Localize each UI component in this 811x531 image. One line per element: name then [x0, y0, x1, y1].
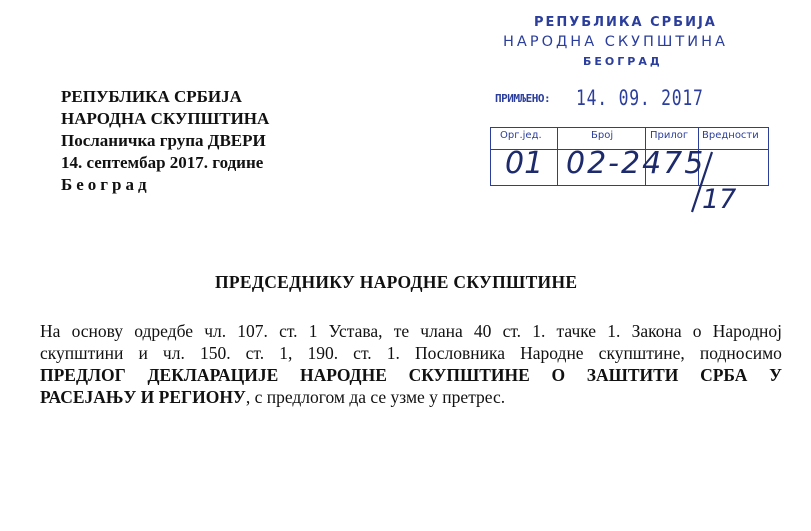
body-word: тачке — [556, 321, 597, 341]
stamp-assembly: НАРОДНА СКУПШТИНА — [503, 34, 728, 50]
body-word: 1, — [279, 343, 293, 363]
body-line-1 — [40, 320, 782, 342]
body-word: ст. — [279, 321, 298, 341]
body-word: Народној — [712, 321, 782, 341]
stamp-col-org-label: Орг.јед. — [500, 130, 542, 141]
body-word: Устава, — [328, 321, 383, 341]
body-word: о — [692, 321, 702, 341]
body-paragraph — [40, 320, 782, 408]
sender-assembly: НАРОДНА СКУПШТИНА — [61, 109, 270, 128]
body-word: и — [138, 343, 148, 363]
body-word: 1 — [308, 321, 318, 341]
stamp-col-attachment-label: Прилог — [650, 130, 689, 141]
body-word: основу — [71, 321, 124, 341]
handwritten-year: 17 — [702, 184, 737, 215]
stamp-col-values-label: Вредности — [702, 130, 759, 141]
body-word: У — [769, 365, 782, 385]
body-word: члана — [420, 321, 463, 341]
body-word: 107. — [237, 321, 268, 341]
body-line-3 — [40, 364, 782, 386]
body-word: ПРЕДЛОГ — [40, 365, 126, 385]
body-word: 1. — [532, 321, 546, 341]
body-word: Пословника — [414, 343, 506, 363]
body-word: ЗАШТИТИ — [586, 365, 679, 385]
body-word: Народне — [520, 343, 584, 363]
body-word: О — [551, 365, 566, 385]
handwritten-org-unit: 01 — [505, 146, 544, 181]
sender-date: 14. септембар 2017. године — [61, 153, 264, 172]
body-line-4 — [40, 386, 782, 408]
handwritten-registry-number: 02-2475 — [566, 146, 706, 181]
body-word: одредбе — [134, 321, 194, 341]
body-word: 150. — [199, 343, 231, 363]
body-word: 1. — [386, 343, 400, 363]
stamp-republic: РЕПУБЛИКА СРБИЈА — [534, 15, 717, 30]
body-word: 190. — [307, 343, 339, 363]
body-word: чл. — [162, 343, 185, 363]
sender-republic: РЕПУБЛИКА СРБИЈА — [61, 87, 242, 106]
body-word: Закона — [631, 321, 682, 341]
sender-city: Београд — [61, 175, 151, 194]
body-word: скупштини — [40, 343, 124, 363]
body-word: 40 — [473, 321, 492, 341]
body-word: ст. — [502, 321, 522, 341]
body-proposal-region: РАСЕЈАЊУ И РЕГИОНУ — [40, 387, 246, 407]
body-word: На — [40, 321, 61, 341]
body-word: 1. — [607, 321, 621, 341]
body-word: скупштине, — [598, 343, 685, 363]
stamp-city: БЕОГРАД — [583, 55, 663, 68]
body-word: ст. — [245, 343, 265, 363]
addressee-heading: ПРЕДСЕДНИКУ НАРОДНЕ СКУПШТИНЕ — [215, 272, 578, 292]
body-word: НАРОДНЕ — [299, 365, 387, 385]
body-closing-text: , с предлогом да се узме у претрес. — [245, 387, 506, 407]
stamp-received-label: ПРИМЉЕНО: — [495, 92, 551, 105]
sender-group: Посланичка група ДВЕРИ — [61, 131, 266, 150]
body-line-2 — [40, 342, 782, 364]
sender-block — [61, 86, 269, 196]
body-word: СРБА — [700, 365, 748, 385]
body-word: СКУПШТИНЕ — [408, 365, 530, 385]
stamp-col-number-label: Број — [591, 130, 614, 141]
stamp-received-date: 14. 09. 2017 — [576, 86, 704, 110]
body-word: подносимо — [699, 343, 782, 363]
body-word: ст. — [353, 343, 372, 363]
body-word: те — [393, 321, 410, 341]
body-word: чл. — [204, 321, 227, 341]
body-word: ДЕКЛАРАЦИЈЕ — [147, 365, 279, 385]
